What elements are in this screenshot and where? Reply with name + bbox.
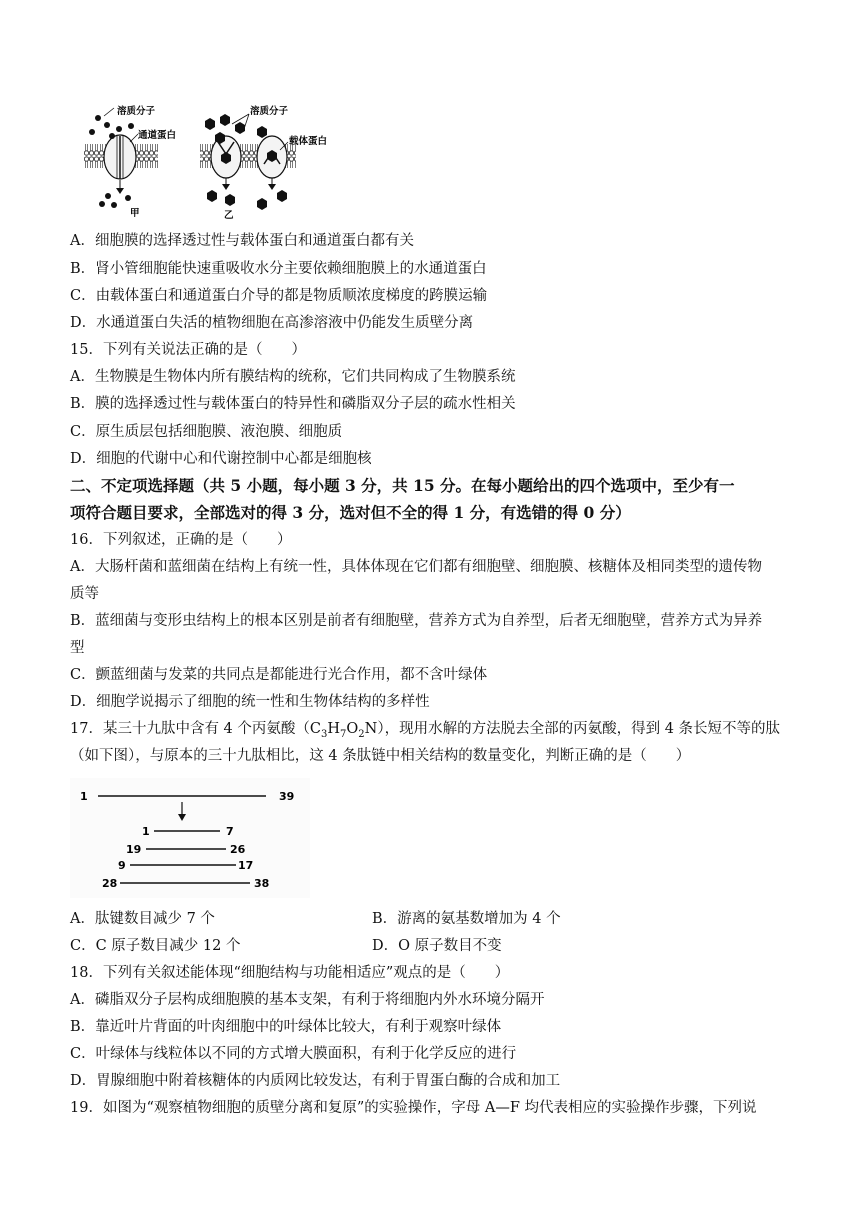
q18-option-b: B．靠近叶片背面的叶肉细胞中的叶绿体比较大，有利于观察叶绿体 xyxy=(70,1019,502,1035)
q18-stem: 18．下列有关叙述能体现“细胞结构与功能相适应”观点的是（ ） xyxy=(70,965,510,981)
channel-protein-label: 通道蛋白 xyxy=(138,130,177,141)
q16-stem: 16．下列叙述，正确的是（ ） xyxy=(70,532,292,548)
q15-option-c: C．原生质层包括细胞膜、液泡膜、细胞质 xyxy=(70,424,343,440)
label-28: 28 xyxy=(102,877,118,890)
peptide-figure xyxy=(70,778,310,898)
label-9: 9 xyxy=(118,859,126,872)
label-1: 1 xyxy=(80,790,88,803)
q17-option-b: B．游离的氨基数增加为 4 个 xyxy=(372,911,561,927)
q16-option-c: C．颤蓝细菌与发菜的共同点是都能进行光合作用，都不含叶绿体 xyxy=(70,667,488,683)
q17-stem-o: O xyxy=(346,721,359,737)
label-39: 39 xyxy=(279,790,295,803)
membrane-transport-figure xyxy=(84,104,344,224)
solute-label-1: 溶质分子 xyxy=(117,106,156,117)
section2-heading-line1: 二、不定项选择题（共 5 小题，每小题 3 分，共 15 分。在每小题给出的四个选项中，至少有一 xyxy=(70,476,735,495)
label-7: 7 xyxy=(226,825,234,838)
q17-stem-h: H xyxy=(327,721,341,737)
q17-stem-part2: N），现用水解的方法脱去全部的丙氨酸，得到 4 条长短不等的肽 xyxy=(364,721,781,737)
q16-option-d: D．细胞学说揭示了细胞的统一性和生物体结构的多样性 xyxy=(70,694,430,710)
q17-option-c: C．C 原子数目减少 12 个 xyxy=(70,938,241,954)
q14-option-c: C．由载体蛋白和通道蛋白介导的都是物质顺浓度梯度的跨膜运输 xyxy=(70,288,488,304)
q15-option-a: A．生物膜是生物体内所有膜结构的统称，它们共同构成了生物膜系统 xyxy=(70,369,516,385)
label-38: 38 xyxy=(254,877,270,890)
q18-option-d: D．胃腺细胞中附着核糖体的内质网比较发达，有利于胃蛋白酶的合成和加工 xyxy=(70,1073,561,1089)
label-19: 19 xyxy=(126,843,142,856)
label-17: 17 xyxy=(238,859,254,872)
q14-option-b: B．肾小管细胞能快速重吸收水分主要依赖细胞膜上的水通道蛋白 xyxy=(70,261,487,277)
section2-heading-line2: 项符合题目要求，全部选对的得 3 分，选对但不全的得 1 分，有选错的得 0 分） xyxy=(70,503,631,522)
q17-option-a: A．肽键数目减少 7 个 xyxy=(70,911,215,927)
q16-option-a-line1: A．大肠杆菌和蓝细菌在结构上有统一性，具体体现在它们都有细胞壁、细胞膜、核糖体及相同类型的遗传物 xyxy=(70,559,762,575)
q17-option-d: D．O 原子数目不变 xyxy=(372,938,502,954)
q17-stem-line2: （如下图），与原本的三十九肽相比，这 4 条肽链中相关结构的数量变化，判断正确的是（ ） xyxy=(70,748,691,764)
q19-stem: 19．如图为“观察植物细胞的质壁分离和复原”的实验操作，字母 A—F 均代表相应的实验操作步骤，下列说 xyxy=(70,1100,757,1116)
carrier-protein-label: 载体蛋白 xyxy=(289,136,328,147)
subscript: 7 xyxy=(340,728,347,740)
label-1b: 1 xyxy=(142,825,150,838)
subscript: 3 xyxy=(321,728,328,740)
q17-stem-line1 xyxy=(70,719,800,745)
q16-option-b-line1: B．蓝细菌与变形虫结构上的根本区别是前者有细胞壁，营养方式为自养型，后者无细胞壁，营养方式为异养 xyxy=(70,613,763,629)
channel-diagram xyxy=(84,105,176,219)
q15-stem: 15．下列有关说法正确的是（ ） xyxy=(70,342,306,358)
q16-option-b-line2: 型 xyxy=(70,640,85,656)
q14-option-d: D．水通道蛋白失活的植物细胞在高渗溶液中仍能发生质壁分离 xyxy=(70,315,474,331)
solute-label-2: 溶质分子 xyxy=(250,106,289,117)
carrier-diagram xyxy=(200,105,327,221)
caption-jia: 甲 xyxy=(130,208,140,219)
q17-stem-part1: 17．某三十九肽中含有 4 个丙氨酸（C xyxy=(70,721,321,737)
q15-option-b: B．膜的选择透过性与载体蛋白的特异性和磷脂双分子层的疏水性相关 xyxy=(70,396,516,412)
label-26: 26 xyxy=(230,843,246,856)
q16-option-a-line2: 质等 xyxy=(70,586,99,602)
subscript: 2 xyxy=(358,728,365,740)
q15-option-d: D．细胞的代谢中心和代谢控制中心都是细胞核 xyxy=(70,451,372,467)
q18-option-c: C．叶绿体与线粒体以不同的方式增大膜面积，有利于化学反应的进行 xyxy=(70,1046,517,1062)
q14-option-a: A．细胞膜的选择透过性与载体蛋白和通道蛋白都有关 xyxy=(70,233,414,249)
q18-option-a: A．磷脂双分子层构成细胞膜的基本支架，有利于将细胞内外水环境分隔开 xyxy=(70,992,545,1008)
caption-yi: 乙 xyxy=(224,210,234,221)
